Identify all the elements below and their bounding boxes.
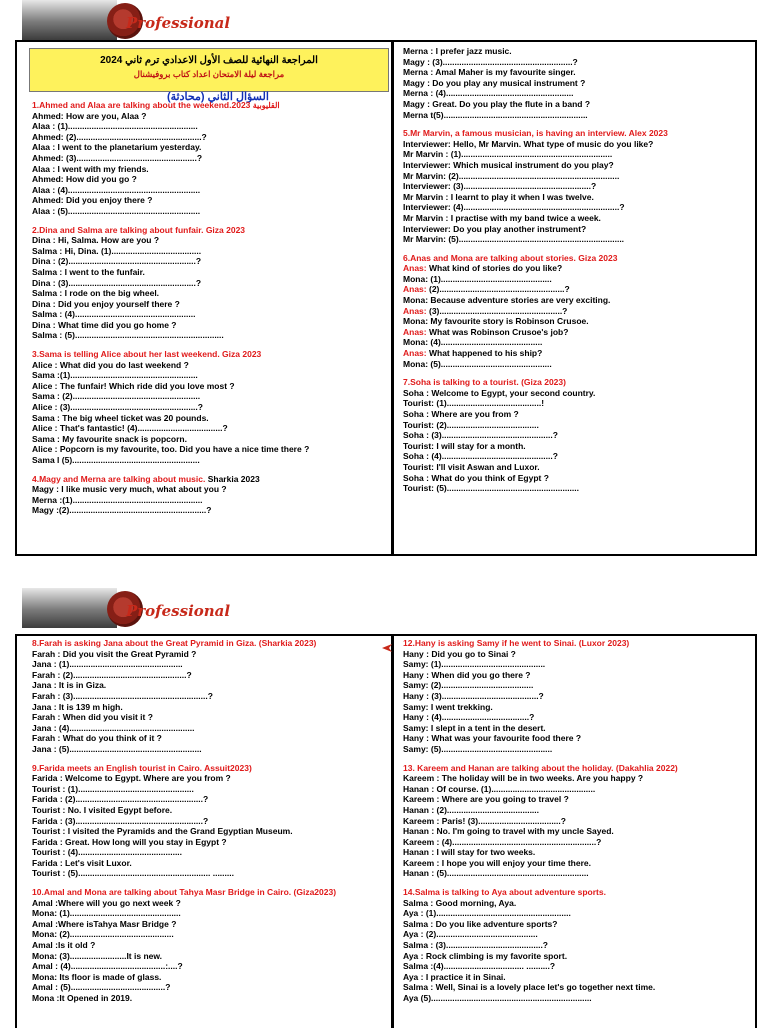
left-column	[17, 636, 394, 1028]
dialogue-line: Soha : Where are you from ?	[403, 409, 519, 419]
dialogue-line: Mr Marvin : I practise with my band twice a week.	[403, 212, 601, 223]
dialogue-line: Aya : Rock climbing is my favorite sport.	[403, 950, 568, 961]
question-heading	[32, 887, 391, 898]
spacer	[32, 341, 391, 349]
dialogue-line	[403, 327, 755, 338]
dialogue-line: Kareem : The holiday will be in two weeks. Are you happy ?	[403, 773, 644, 784]
question-title: 2.Dina and Salma are talking about funfair. Giza 2023	[32, 224, 246, 235]
dialogue-line: Sama :(1)......................................................	[32, 370, 198, 381]
dialogue-line: Salma : Well, Sinai is a lovely place let's go together next time.	[403, 982, 656, 993]
brand-word: Professional	[126, 14, 231, 32]
dialogue-line: Magy : (3).......................................................?	[403, 56, 578, 67]
dialogue-line	[403, 348, 755, 359]
dialogue-line: Samy: I slept in a tent in the desert.	[403, 722, 546, 733]
dialogue-line: Kareem : Where are you going to travel ?	[403, 794, 569, 805]
question-title: 4.Magy and Merna are talking about music.	[32, 473, 208, 484]
left-column	[17, 42, 394, 554]
speaker-name: Anas:	[403, 263, 427, 274]
dialogue-line: Mona: (4)...........................................	[403, 337, 543, 348]
dialogue-line: Mona: Its floor is made of glass.	[32, 971, 162, 982]
dialogue-line: Mona: (1)...............................................	[403, 273, 552, 284]
dialogue-line: Hanan : Of course. (1)............................................	[403, 783, 596, 794]
dialogue-line: Dina : Hi, Salma. How are you ?	[32, 235, 160, 246]
dialogue-line: Merna t(5).............................................................	[403, 109, 588, 120]
dialogue-line: Aya : (1).........................................................	[403, 908, 571, 919]
dialogue-line: Samy: (1)............................................	[403, 659, 546, 670]
dialogue-line: Salma : (3).........................................?	[403, 940, 549, 951]
dialogue-line: Hanan : No. I'm going to travel with my uncle Sayed.	[403, 826, 614, 837]
dialogue-line: Sama : My favourite snack is popcorn.	[32, 433, 187, 444]
question-title: 3.Sama is telling Alice about her last weekend. Giza 2023	[32, 349, 262, 360]
spacer	[32, 217, 391, 225]
dialogue-line: Samy: (2).......................................	[403, 680, 534, 691]
dialogue-line: Amal :Where will you go next week ?	[32, 897, 181, 908]
dialogue-line: Salma : (5)...............................................................	[32, 330, 224, 341]
dialogue-line: Salma : I rode on the big wheel.	[32, 288, 160, 299]
question-source-arabic: القليوبية	[252, 101, 280, 110]
dialogue-line: Hanan : I will stay for two weeks.	[403, 847, 536, 858]
dialogue-line: Alaa : (4)........................................................	[32, 184, 201, 195]
brand-header	[22, 0, 282, 40]
question-heading	[32, 638, 391, 649]
dialogue-line: Jana : (5)........................................................	[32, 743, 202, 754]
dialogue-text: What kind of stories do you like?	[426, 263, 563, 274]
section-heading: السؤال الثاني (محادثة)	[167, 91, 269, 103]
dialogue-line: Merna :(1).......................................................	[32, 494, 203, 505]
dialogue-line: Hany : When did you go there ?	[403, 669, 531, 680]
dialogue-line: Hany : (4).....................................?	[403, 712, 535, 723]
dialogue-line: Alice : That's fantastic! (4)....................................?	[32, 423, 228, 434]
brand-bar	[22, 0, 117, 40]
dialogue-line	[403, 284, 755, 295]
dialogue-line: Tourist : (4)............................................	[32, 847, 183, 858]
speaker-name: Anas:	[403, 348, 427, 359]
dialogue-line: Tourist: I will stay for a month.	[403, 440, 526, 451]
dialogue-line: Mona: (5)...............................................	[403, 358, 552, 369]
spacer	[403, 369, 755, 377]
dialogue-line: Jana : It is 139 m high.	[32, 701, 123, 712]
dialogue-line: Farah : When did you visit it ?	[32, 712, 153, 723]
dialogue-line: Farah : (3).........................................................?	[32, 690, 213, 701]
question-heading	[403, 377, 755, 388]
question-title: 14.Salma is talking to Aya about adventure sports.	[403, 887, 606, 898]
dialogue-line: Soha : (4)...............................................?	[403, 451, 558, 462]
spacer	[403, 755, 755, 763]
dialogue-line: Mr Marvin: (5)......................................................................	[403, 234, 625, 245]
dialogue-line: Soha : (3)...............................................?	[403, 430, 558, 441]
dialogue-line: Kareem : (4).............................................................?	[403, 836, 602, 847]
dialogue-line: Dina : What time did you go home ?	[32, 319, 177, 330]
dialogue-line: Samy: I went trekking.	[403, 701, 493, 712]
spacer	[403, 879, 755, 887]
question-heading	[403, 763, 755, 774]
dialogue-line: Alaa : I went to the planetarium yesterday.	[32, 142, 202, 153]
question-heading	[32, 763, 391, 774]
dialogue-list	[394, 638, 755, 1004]
spacer	[403, 120, 755, 128]
dialogue-text: What was Robinson Crusoe's job?	[426, 326, 569, 337]
dialogue-line: Alice : What did you do last weekend ?	[32, 359, 189, 370]
dialogue-line: Jana : (1)................................................	[32, 659, 183, 670]
dialogue-line: Aya (5)....................................................................	[403, 993, 592, 1003]
speaker-name: Anas:	[403, 305, 427, 316]
dialogue-line: Dina : Did you enjoy yourself there ?	[32, 298, 180, 309]
dialogue-line: Mona: (2)............................................	[32, 929, 174, 940]
dialogue-line: Interviewer: (4)..................................................................?	[403, 202, 625, 213]
dialogue-line: Farida : Great. How long will you stay in Egypt ?	[32, 836, 227, 847]
question-heading	[403, 638, 755, 649]
dialogue-line: Salma : Do you like adventure sports?	[403, 918, 558, 929]
dialogue-line: Amal :Where isTahya Masr Bridge ?	[32, 918, 177, 929]
dialogue-line: Amal : (4)........................................:....?	[32, 961, 183, 972]
dialogue-line: Magy :(2)..........................................................?	[32, 505, 212, 516]
dialogue-line: Tourist: I'll visit Aswan and Luxor.	[403, 461, 540, 472]
dialogue-line: Jana : (4).....................................................	[32, 722, 195, 733]
dialogue-line: Hanan : (2).......................................	[403, 804, 540, 815]
speaker-name: Anas:	[403, 326, 427, 337]
dialogue-line: Ahmed: How are you, Alaa ?	[32, 110, 147, 121]
dialogue-line: Mr Marvin : (1)................................................................	[403, 149, 613, 160]
dialogue-line: Merna : Amal Maher is my favourite singer.	[403, 67, 576, 78]
question-title: 13. Kareem and Hanan are talking about the holiday. (Dakahlia 2022)	[403, 762, 678, 773]
title-box	[29, 48, 389, 92]
dialogue-line	[403, 306, 755, 317]
dialogue-line: Amal : (5)........................................?	[32, 982, 171, 993]
dialogue-list	[17, 100, 391, 516]
dialogue-line: Mona: (3)........................It is new.	[32, 950, 163, 961]
spacer	[32, 466, 391, 474]
question-title: 9.Farida meets an English tourist in Cairo. Assuit2023)	[32, 762, 252, 773]
dialogue-line: Mr Marvin: (2)....................................................................	[403, 170, 620, 181]
dialogue-line: Farida : Welcome to Egypt. Where are you from ?	[32, 773, 231, 784]
dialogue-line: Jana : It is in Giza.	[32, 680, 107, 691]
dialogue-line: Salma : I went to the funfair.	[32, 266, 145, 277]
dialogue-line	[403, 263, 755, 274]
dialogue-line: Mona: Because adventure stories are very exciting.	[403, 295, 611, 306]
brand-bar	[22, 588, 117, 628]
dialogue-line: Tourist : I visited the Pyramids and the Grand Egyptian Museum.	[32, 826, 293, 837]
dialogue-line: Farah : Did you visit the Great Pyramid ?	[32, 648, 197, 659]
dialogue-line: Aya : I practice it in Sinai.	[403, 971, 506, 982]
dialogue-line: Farida : Let's visit Luxor.	[32, 857, 132, 868]
dialogue-line: Ahmed: (3)...................................................?	[32, 152, 203, 163]
dialogue-line: Samy: (5)...............................................	[403, 743, 553, 754]
brand-word: Professional	[126, 602, 231, 620]
question-title: 6.Anas and Mona are talking about stories. Giza 2023	[403, 252, 618, 263]
right-column	[394, 636, 755, 1028]
dialogue-line: Interviewer: Which musical instrument do you play?	[403, 159, 614, 170]
dialogue-line: Farah : What do you think of it ?	[32, 733, 162, 744]
dialogue-list	[394, 46, 755, 494]
dialogue-line: Tourist : (5)........................................................ .........	[32, 868, 234, 879]
dialogue-line: Salma : Hi, Dina. (1)......................................	[32, 245, 202, 256]
dialogue-line: Farida : (2)......................................................?	[32, 794, 209, 805]
dialogue-text: What happened to his ship?	[426, 348, 543, 359]
dialogue-line: Sama l (5)......................................................	[32, 455, 200, 465]
dialogue-line: Ahmed: How did you go ?	[32, 174, 137, 185]
dialogue-line: Dina : (2)......................................................?	[32, 256, 202, 267]
dialogue-line: Magy : I like music very much, what about you ?	[32, 484, 227, 495]
dialogue-line: Alaa : (5)........................................................	[32, 205, 201, 216]
dialogue-line: Farah : (2)................................................?	[32, 669, 192, 680]
dialogue-line: Amal :Is it old ?	[32, 940, 96, 951]
dialogue-line: Tourist: (2).......................................	[403, 419, 539, 430]
dialogue-list	[17, 638, 391, 1004]
question-heading	[32, 474, 391, 485]
question-heading	[403, 253, 755, 264]
dialogue-line: Farida : (3)......................................................?	[32, 815, 209, 826]
dialogue-line: Ahmed: (2).....................................................?	[32, 131, 207, 142]
worksheet-frame	[15, 634, 757, 1028]
dialogue-line: Salma : (4)...................................................	[32, 309, 196, 320]
dialogue-line: Magy : Great. Do you play the flute in a band ?	[403, 98, 591, 109]
dialogue-line: Interviewer: Do you play another instrument?	[403, 223, 587, 234]
dialogue-line: Soha : What do you think of Egypt ?	[403, 472, 549, 483]
dialogue-line: Salma :(4).................................. ..........?	[403, 961, 556, 972]
dialogue-line: Hany : What was your favourite food there ?	[403, 733, 582, 744]
dialogue-line: Mona: My favourite story is Robinson Crusoe.	[403, 316, 589, 327]
dialogue-text: (2).....................................................?	[426, 284, 570, 295]
right-column	[394, 42, 755, 554]
question-title: 10.Amal and Mona are talking about Tahya Masr Bridge in Cairo. (Giza2023)	[32, 887, 337, 898]
dialogue-line: Alaa : I went with my friends.	[32, 163, 149, 174]
question-title: 1.Ahmed and Alaa are talking about the weekend.2023	[32, 100, 253, 110]
dialogue-line: Hanan : (5)............................................................	[403, 868, 589, 879]
dialogue-line: Tourist : (1).................................................	[32, 783, 194, 794]
dialogue-line: Alice : Popcorn is my favourite, too. Did you have a nice time there ?	[32, 444, 310, 455]
question-title: 7.Soha is talking to a tourist. (Giza 2023)	[403, 377, 566, 388]
question-title: 5.Mr Marvin, a famous musician, is having an interview. Alex 2023	[403, 128, 668, 139]
question-title: 8.Farah is asking Jana about the Great Pyramid in Giza. (Sharkia 2023)	[32, 638, 317, 648]
dialogue-line: Mona: (1)...............................................	[32, 908, 181, 919]
dialogue-line: Ahmed: Did you enjoy there ?	[32, 195, 153, 206]
dialogue-line: Sama : The big wheel ticket was 20 pounds.	[32, 412, 209, 423]
dialogue-line: Sama : (2)......................................................	[32, 391, 201, 402]
dialogue-line: Mr Marvin : I learnt to play it when I was twelve.	[403, 191, 594, 202]
dialogue-line: Alice : (3)......................................................?	[32, 402, 203, 413]
question-heading	[32, 349, 391, 360]
dialogue-line: Tourist : No. I visited Egypt before.	[32, 804, 173, 815]
dialogue-line: Magy : Do you play any musical instrument ?	[403, 77, 586, 88]
dialogue-line: Hany : (3).........................................?	[403, 690, 544, 701]
dialogue-line: Merna : I prefer jazz music.	[403, 46, 512, 56]
dialogue-line: Interviewer: (3)......................................................?	[403, 181, 597, 192]
question-title: 12.Hany is asking Samy if he went to Sinai. (Luxor 2023)	[403, 638, 630, 648]
dialogue-line: Kareem : I hope you will enjoy your time there.	[403, 857, 591, 868]
spacer	[403, 245, 755, 253]
dialogue-line: Alice : The funfair! Which ride did you love most ?	[32, 380, 235, 391]
dialogue-line: Kareem : Paris! (3)...................................?	[403, 815, 566, 826]
dialogue-line: Merna : (4)......................................................	[403, 88, 574, 99]
dialogue-line: Tourist: (5)........................................................	[403, 483, 580, 494]
question-heading	[32, 225, 391, 236]
dialogue-line: Mona :It Opened in 2019.	[32, 993, 133, 1003]
question-heading	[32, 100, 391, 111]
dialogue-line: Interviewer: Hello, Mr Marvin. What type of music do you like?	[403, 138, 654, 149]
dialogue-line: Dina : (3)......................................................?	[32, 277, 202, 288]
worksheet-frame	[15, 40, 757, 556]
spacer	[32, 755, 391, 763]
dialogue-line: Salma : Good morning, Aya.	[403, 897, 517, 908]
dialogue-line: Alaa : (1).......................................................	[32, 121, 198, 132]
question-heading	[403, 887, 755, 898]
dialogue-line: Aya : (2)...........................................	[403, 929, 538, 940]
dialogue-text: (3)....................................................?	[426, 305, 568, 316]
worksheet-page-2	[0, 588, 768, 1024]
title-line-2: مراجعة ليلة الامتحان اعداد كتاب بروفيشنال	[133, 69, 285, 79]
dialogue-line: Tourist: (1)........................................!	[403, 398, 545, 409]
speaker-name: Anas:	[403, 284, 427, 295]
question-source: Sharkia 2023	[207, 473, 260, 484]
question-heading	[403, 128, 755, 139]
title-line-1: المراجعة النهائية للصف الأول الاعدادي ترم ثاني 2024	[100, 55, 318, 66]
dialogue-line: Soha : Welcome to Egypt, your second country.	[403, 387, 596, 398]
dialogue-line: Hany : Did you go to Sinai ?	[403, 648, 516, 659]
spacer	[32, 879, 391, 887]
brand-header	[22, 588, 282, 628]
